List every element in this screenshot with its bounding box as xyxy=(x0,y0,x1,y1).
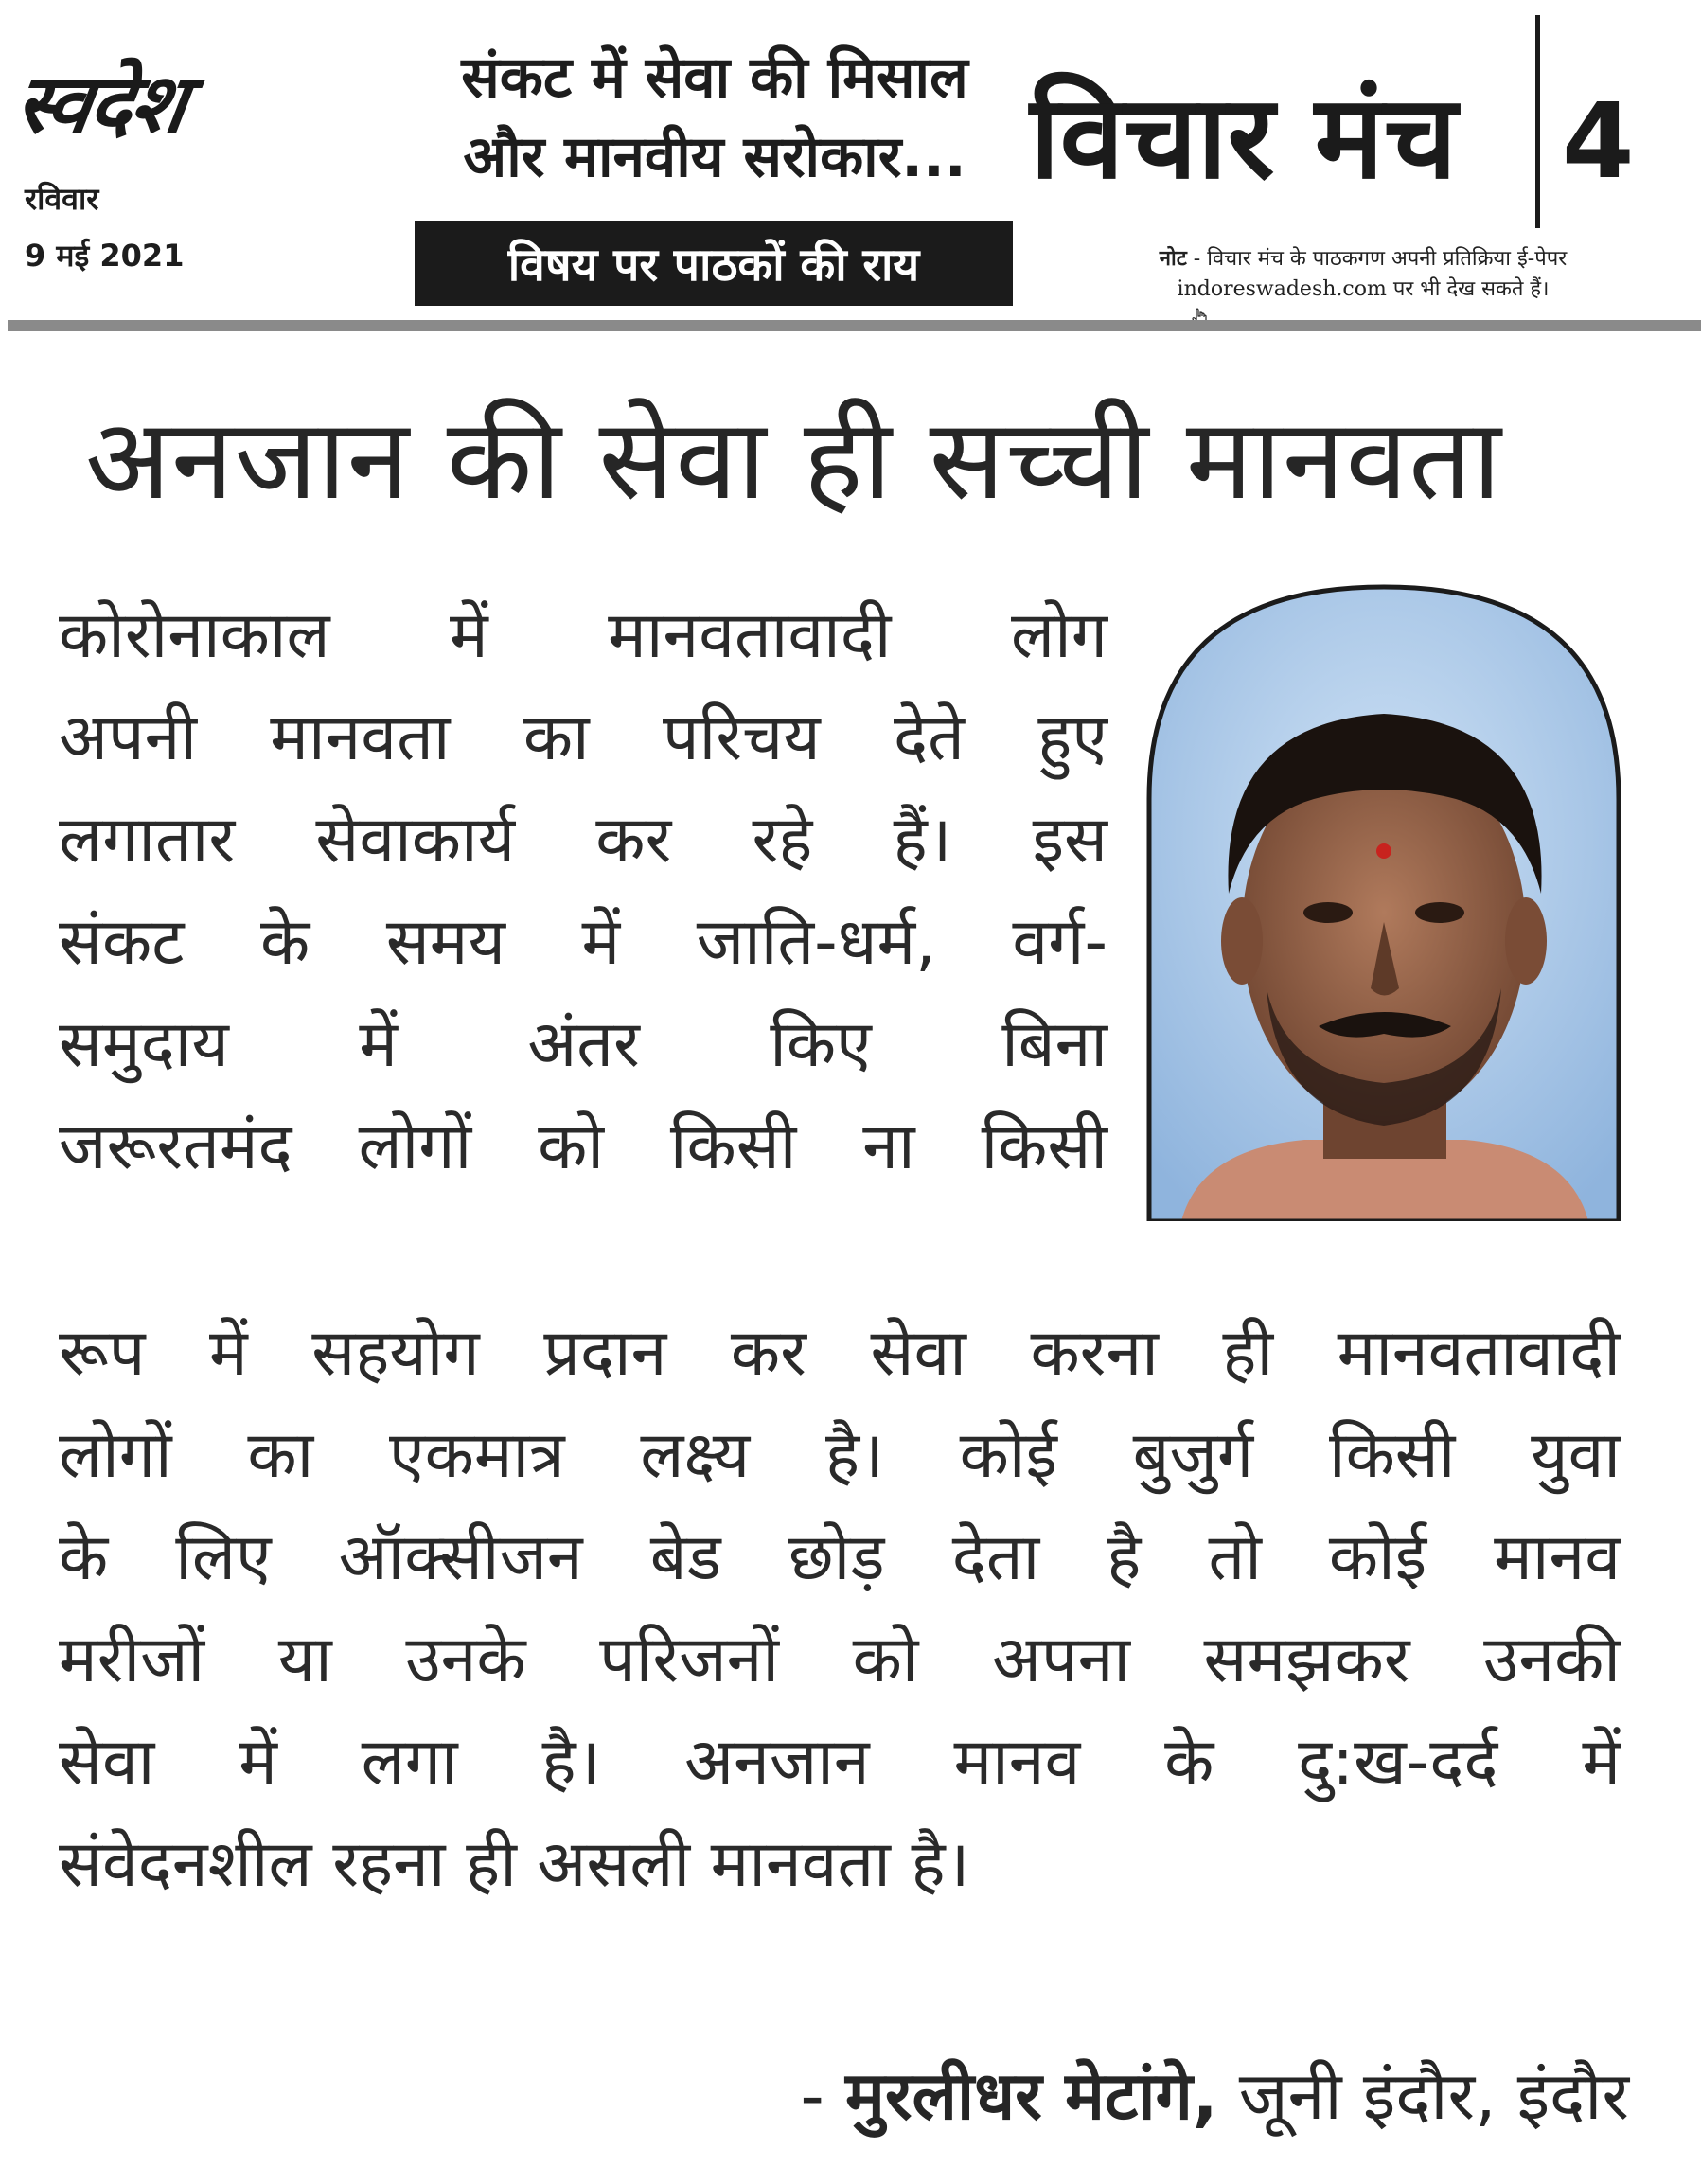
body-line: के लिए ऑक्सीजन बेड छोड़ देता है तो कोई मानव xyxy=(59,1520,1621,1595)
body-line: समुदाय में अंतर किए बिना xyxy=(59,1007,1107,1082)
section-headline xyxy=(407,38,1022,197)
body-line: मरीजों या उनके परिजनों को अपना समझकर उनकी xyxy=(59,1623,1621,1697)
signature-dash: - xyxy=(800,2057,824,2135)
body-line: संकट के समय में जाति-धर्म, वर्ग- xyxy=(59,905,1107,980)
author-place: जूनी इंदौर, इंदौर xyxy=(1238,2057,1629,2135)
article-title: अनजान की सेवा ही सच्ची मानवता xyxy=(85,394,1502,524)
article-body-wide xyxy=(59,1303,1621,1916)
topic-banner: विषय पर पाठकों की राय xyxy=(415,221,1013,306)
epaper-note-line1 xyxy=(1098,244,1628,275)
page-number: 4 xyxy=(1562,80,1635,202)
body-line: सेवा में लगा है। अनजान मानव के दु:ख-दर्द में xyxy=(59,1725,1621,1800)
author-name: मुरलीधर मेटांगे, xyxy=(845,2057,1218,2135)
note-text-line2: indoreswadesh.com पर भी देख सकते हैं। xyxy=(1177,277,1550,301)
section-title: विचार मंच xyxy=(1030,70,1458,204)
masthead xyxy=(0,0,1701,333)
weekday: रविवार xyxy=(25,181,99,217)
newspaper-logo: स्वदेश xyxy=(9,56,192,151)
epaper-note xyxy=(1098,244,1628,305)
body-line: अपनी मानवता का परिचय देते हुए xyxy=(59,701,1107,775)
section-headline-line2: और मानवीय सरोकार... xyxy=(463,124,966,190)
note-text-line1: - विचार मंच के पाठकगण अपनी प्रतिक्रिया ई-पेपर xyxy=(1193,247,1568,271)
section-divider xyxy=(1535,15,1540,228)
author-signature xyxy=(801,2049,1629,2143)
body-line: रूप में सहयोग प्रदान कर सेवा करना ही मानवतावादी xyxy=(59,1316,1621,1391)
body-line: लोगों का एकमात्र लक्ष्य है। कोई बुजुर्ग किसी युवा xyxy=(59,1418,1621,1493)
body-line: कोरोनाकाल में मानवतावादी लोग xyxy=(59,598,1107,673)
body-line: संवेदनशील रहना ही असली मानवता है। xyxy=(59,1827,970,1902)
header-rule xyxy=(8,320,1701,331)
issue-date: 9 मई 2021 xyxy=(25,238,185,274)
article-body-narrow xyxy=(59,585,1107,1199)
body-line: लगातार सेवाकार्य कर रहे हैं। इस xyxy=(59,803,1107,878)
author-photo xyxy=(1143,581,1624,1221)
note-label: नोट xyxy=(1159,247,1187,271)
body-line: जरूरतमंद लोगों को किसी ना किसी xyxy=(59,1110,1107,1184)
section-headline-line1: संकट में सेवा की मिसाल xyxy=(461,44,968,111)
